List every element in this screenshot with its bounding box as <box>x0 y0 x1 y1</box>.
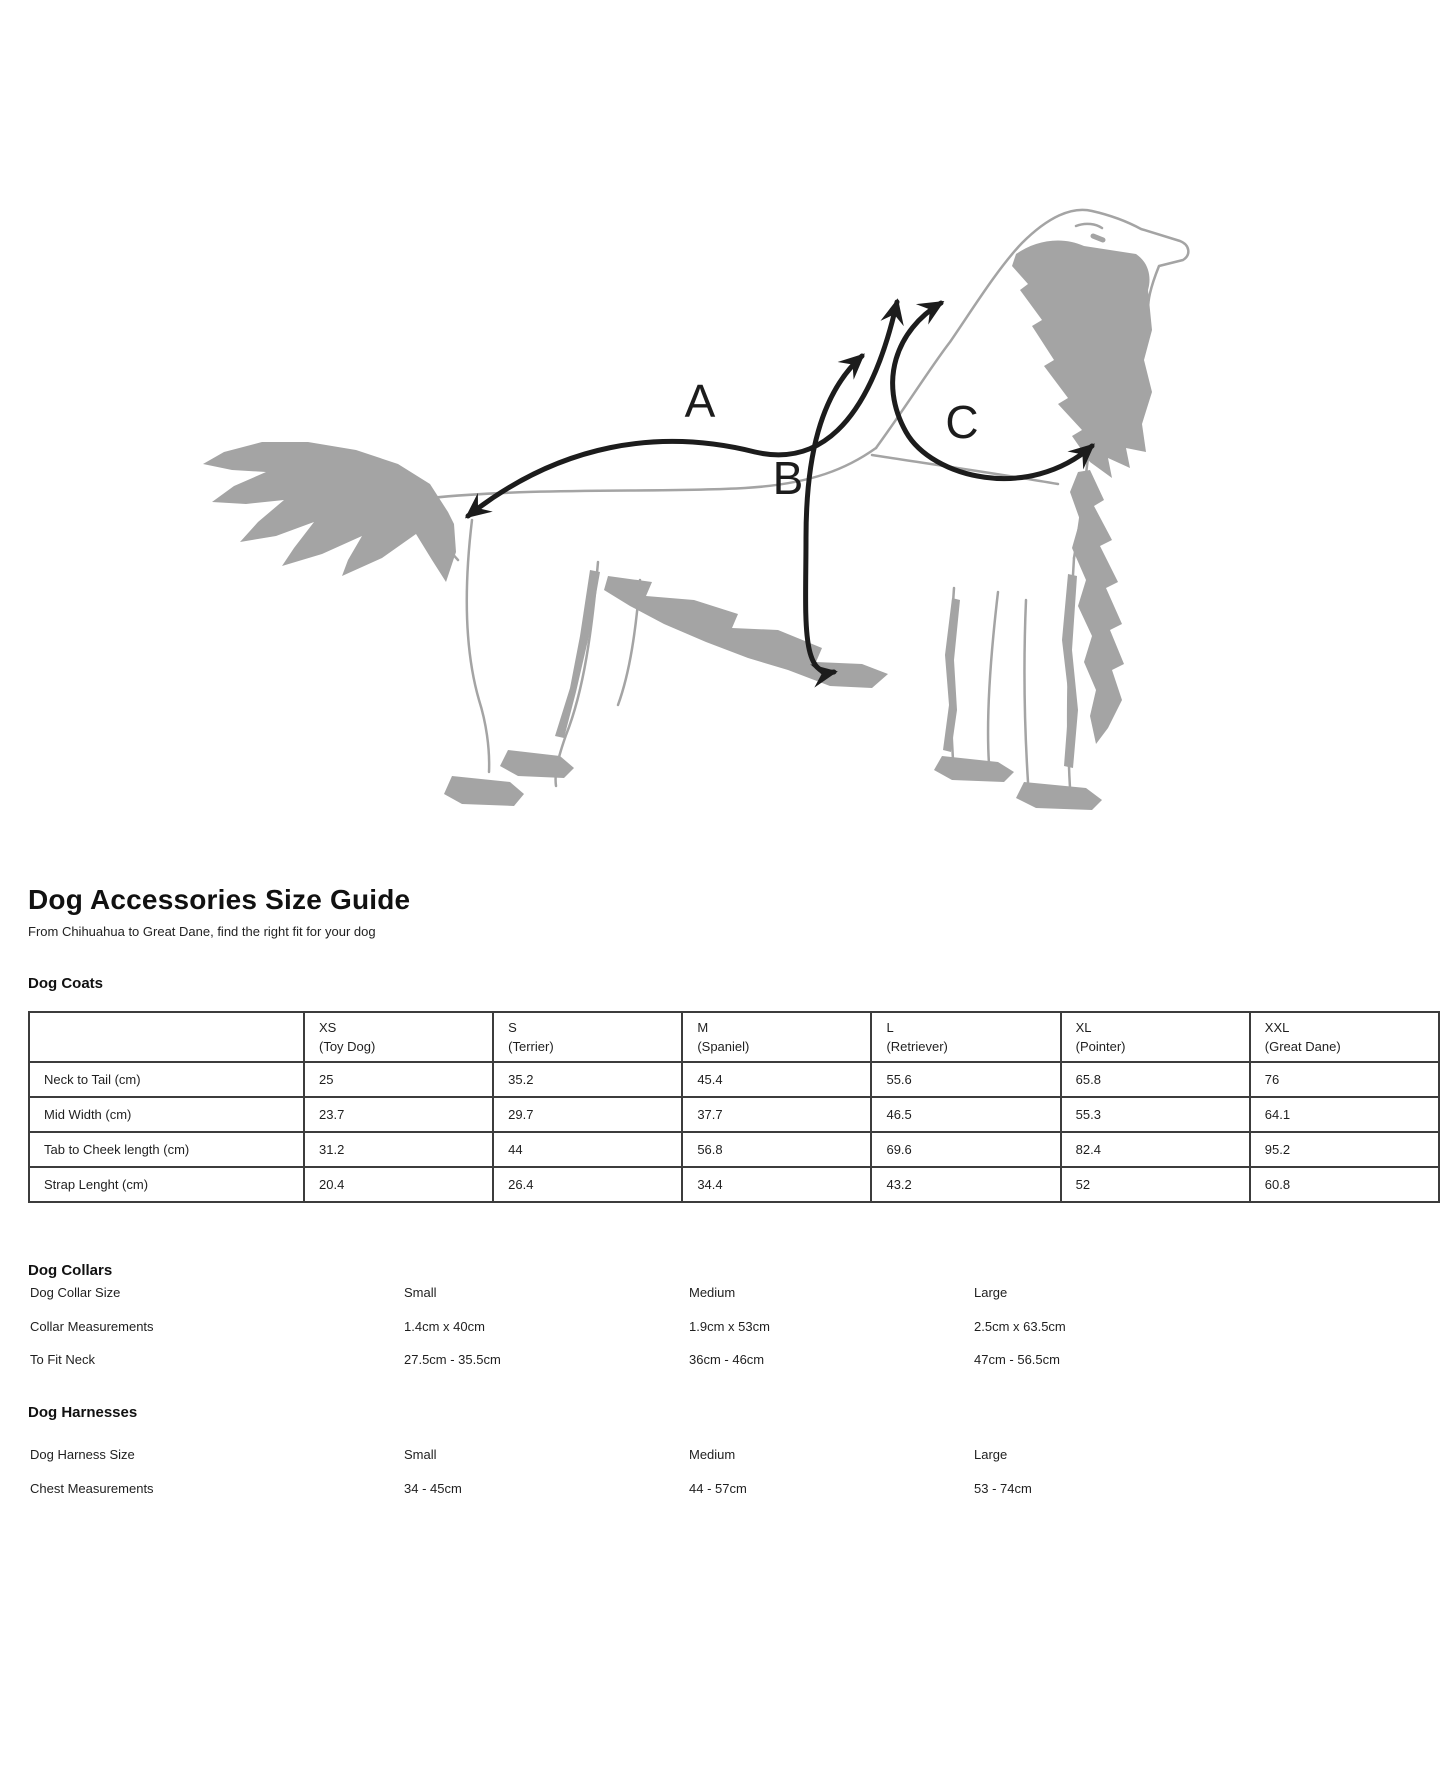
measurement-value: 20.4 <box>304 1167 493 1202</box>
dog-measurement-illustration <box>0 0 1445 850</box>
row-label: Tab to Cheek length (cm) <box>29 1132 304 1167</box>
measurement-value: 55.6 <box>871 1062 1060 1097</box>
harness-row <box>0 1481 1445 1498</box>
dog-coats-heading: Dog Coats <box>28 975 103 992</box>
measurement-value: 45.4 <box>682 1062 871 1097</box>
measurement-value: 46.5 <box>871 1097 1060 1132</box>
size-code: S <box>508 1020 517 1035</box>
measurement-value: 60.8 <box>1250 1167 1439 1202</box>
dog-fur-shading <box>203 240 1152 810</box>
measurement-value: 35.2 <box>493 1062 682 1097</box>
measure-arrow-a <box>468 302 897 516</box>
coats-column-header-xs <box>304 1012 493 1062</box>
measurement-value: Medium <box>689 1447 736 1462</box>
measurement-value: 95.2 <box>1250 1132 1439 1167</box>
measure-arrow-b <box>806 356 862 672</box>
row-label: Collar Measurements <box>30 1318 154 1334</box>
coats-header-row <box>29 1012 1439 1062</box>
coats-column-header-xxl <box>1250 1012 1439 1062</box>
row-label: Dog Collar Size <box>30 1285 121 1300</box>
coats-column-header-m <box>682 1012 871 1062</box>
measurement-value: Small <box>404 1285 437 1300</box>
breed-example: (Terrier) <box>508 1039 554 1054</box>
table-row <box>29 1167 1439 1202</box>
size-code: M <box>697 1020 709 1035</box>
page-subtitle: From Chihuahua to Great Dane, find the right fit for your dog <box>28 924 376 939</box>
measurement-value: 64.1 <box>1250 1097 1439 1132</box>
size-code: L <box>886 1020 894 1035</box>
measurement-value: Medium <box>689 1285 736 1300</box>
measurement-value: 44 <box>493 1132 682 1167</box>
measurement-value: 69.6 <box>871 1132 1060 1167</box>
row-label: Strap Lenght (cm) <box>29 1167 304 1202</box>
measurement-value: 29.7 <box>493 1097 682 1132</box>
measurement-value: Large <box>974 1447 1008 1462</box>
measurement-value: 26.4 <box>493 1167 682 1202</box>
collar-row <box>0 1352 1445 1369</box>
dog-collars-heading: Dog Collars <box>28 1262 113 1279</box>
measurement-value: 34.4 <box>682 1167 871 1202</box>
measurement-value: 27.5cm - 35.5cm <box>404 1352 501 1367</box>
measurement-value: 47cm - 56.5cm <box>974 1352 1060 1367</box>
measurement-value: 53 - 74cm <box>974 1481 1032 1496</box>
breed-example: (Toy Dog) <box>319 1039 376 1054</box>
measurement-value: 55.3 <box>1061 1097 1250 1132</box>
row-label: To Fit Neck <box>30 1352 96 1367</box>
row-label: Dog Harness Size <box>30 1447 135 1462</box>
table-row <box>29 1132 1439 1167</box>
row-label: Mid Width (cm) <box>29 1097 304 1132</box>
arrow-label-a: A <box>684 375 716 427</box>
measurement-value: 43.2 <box>871 1167 1060 1202</box>
measurement-value: 56.8 <box>682 1132 871 1167</box>
arrow-label-b: B <box>772 452 804 504</box>
measurement-value: 25 <box>304 1062 493 1097</box>
measurement-value: 1.4cm x 40cm <box>404 1318 485 1334</box>
row-label: Chest Measurements <box>30 1481 154 1496</box>
measurement-value: 2.5cm x 63.5cm <box>974 1318 1066 1334</box>
collar-row <box>0 1285 1445 1302</box>
arrow-label-c: C <box>945 396 979 448</box>
collar-row <box>0 1319 1445 1336</box>
measurement-value: 31.2 <box>304 1132 493 1167</box>
page-title: Dog Accessories Size Guide <box>28 884 411 915</box>
size-code: XS <box>319 1020 337 1035</box>
measurement-value: 44 - 57cm <box>689 1481 747 1496</box>
coats-column-header-s <box>493 1012 682 1062</box>
table-row <box>29 1097 1439 1132</box>
coats-column-header-l <box>871 1012 1060 1062</box>
table-row <box>29 1062 1439 1097</box>
harness-row <box>0 1447 1445 1464</box>
coats-corner-cell <box>29 1012 304 1062</box>
breed-example: (Pointer) <box>1075 1039 1126 1054</box>
measurement-value: 37.7 <box>682 1097 871 1132</box>
measurement-value: 36cm - 46cm <box>689 1352 765 1367</box>
row-label: Neck to Tail (cm) <box>29 1062 304 1097</box>
breed-example: (Great Dane) <box>1264 1039 1341 1054</box>
measurement-value: 76 <box>1250 1062 1439 1097</box>
measurement-value: 23.7 <box>304 1097 493 1132</box>
measurement-value: 65.8 <box>1061 1062 1250 1097</box>
coats-column-header-xl <box>1061 1012 1250 1062</box>
measurement-value: 52 <box>1061 1167 1250 1202</box>
size-code: XL <box>1075 1020 1092 1035</box>
dog-harnesses-heading: Dog Harnesses <box>28 1404 138 1421</box>
measurement-value: Small <box>404 1447 437 1462</box>
measurement-value: Large <box>974 1285 1008 1300</box>
breed-example: (Spaniel) <box>697 1039 750 1054</box>
dog-coats-table <box>28 1011 1440 1203</box>
size-code: XXL <box>1264 1020 1290 1035</box>
measurement-value: 1.9cm x 53cm <box>689 1318 770 1334</box>
breed-example: (Retriever) <box>886 1039 948 1054</box>
measurement-value: 34 - 45cm <box>404 1481 462 1496</box>
measurement-value: 82.4 <box>1061 1132 1250 1167</box>
